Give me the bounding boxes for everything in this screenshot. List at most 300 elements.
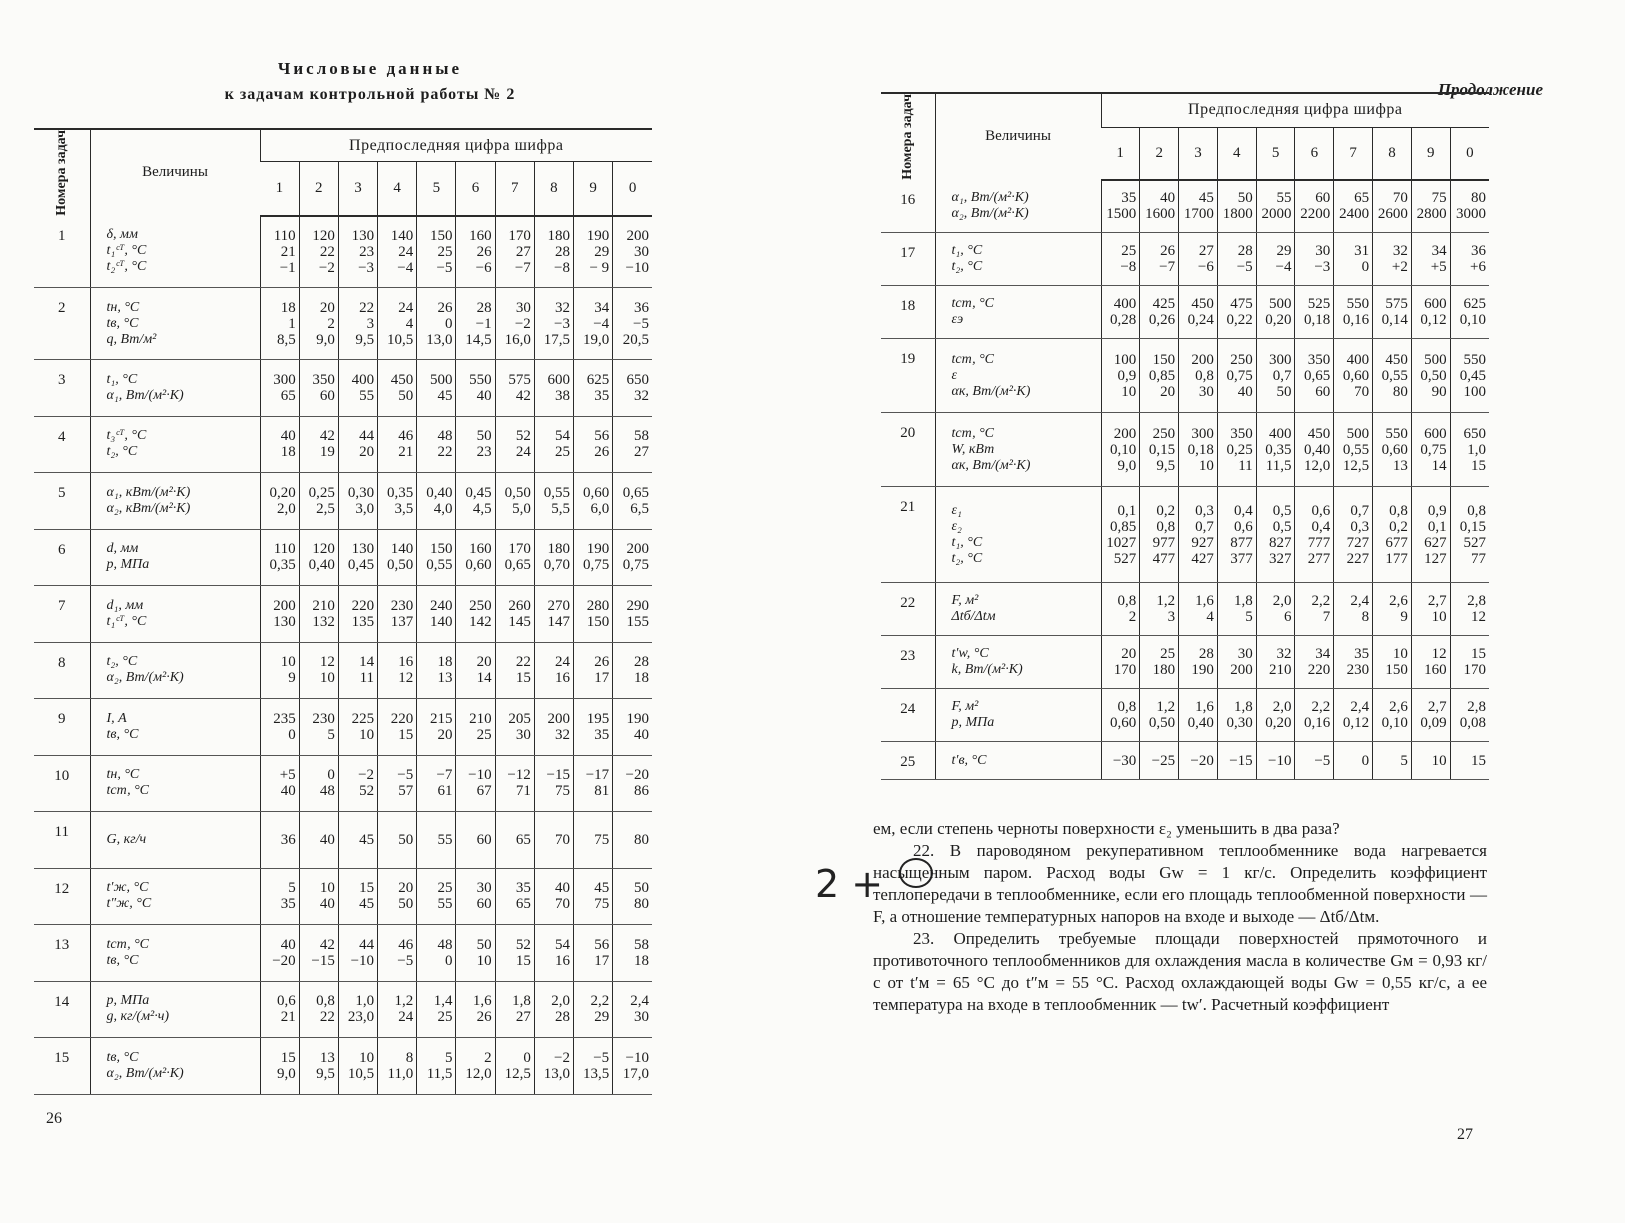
value-cell [378, 416, 417, 473]
value: 40 [1160, 190, 1176, 207]
table-row [34, 1038, 652, 1095]
value-cell [1411, 636, 1450, 689]
value: 4 [405, 315, 414, 332]
value: 1 [288, 315, 296, 332]
value-cell [1217, 339, 1256, 413]
value: 0,18 [1187, 441, 1214, 458]
value: −3 [554, 315, 570, 332]
table-row [34, 925, 652, 982]
value: −10 [350, 952, 375, 969]
value: 0,75 [1420, 441, 1447, 458]
value: −2 [514, 315, 531, 332]
value: 42 [515, 387, 531, 404]
value: 45 [1198, 190, 1214, 207]
value-cell [613, 473, 652, 530]
value: 17,0 [622, 1065, 649, 1082]
value: 13,0 [426, 331, 453, 348]
value-cell [299, 529, 338, 586]
value: 0,75 [622, 557, 649, 574]
task-numbers-header-label: Номера задач [53, 130, 69, 216]
value: 71 [515, 783, 531, 800]
digit-col-header: 5 [1256, 127, 1295, 179]
value: 20 [1160, 383, 1176, 400]
value-cell [1450, 583, 1489, 636]
value: 220 [1307, 662, 1331, 679]
value-cell [574, 529, 613, 586]
value-cell [417, 586, 456, 643]
value-cell [299, 216, 338, 288]
value: 65 [280, 387, 296, 404]
task-number: 7 [34, 586, 90, 643]
quantity-label: α₁, кВт/(м²·К) [106, 484, 191, 500]
quantity-label: W, кВт [951, 441, 995, 457]
value-cell [417, 1038, 456, 1095]
value: 20 [476, 654, 492, 671]
value-cell [1101, 689, 1140, 742]
value-cell [1256, 742, 1295, 780]
value: 100 [1113, 351, 1137, 368]
value: 0,15 [1148, 441, 1176, 458]
value-cell [417, 529, 456, 586]
value: 57 [398, 783, 414, 800]
quantity-cell [935, 286, 1101, 339]
quantity-label: t₁ᶜᵀ, °C [106, 613, 147, 629]
value: 40 [280, 428, 296, 445]
value: 65 [515, 831, 531, 848]
quantity-cell [90, 868, 260, 925]
value: −4 [1275, 259, 1292, 276]
value-cell [417, 699, 456, 756]
value-cell [260, 586, 299, 643]
value-cell [1373, 286, 1412, 339]
value-cell [1256, 689, 1295, 742]
value: 727 [1346, 534, 1370, 551]
value-cell [1295, 413, 1334, 487]
value: 10 [359, 726, 375, 743]
value-cell [1373, 339, 1412, 413]
numeric-data-table-right [881, 92, 1489, 780]
value: 28 [1237, 243, 1253, 260]
value: 200 [547, 710, 570, 727]
value: 210 [312, 597, 335, 614]
value: 2,4 [1350, 593, 1370, 610]
value: 130 [273, 613, 296, 630]
value-cell [417, 755, 456, 812]
value: −15 [311, 952, 335, 969]
value: 2 [1128, 609, 1137, 626]
value: −3 [358, 259, 375, 276]
value: 2,7 [1427, 699, 1447, 716]
value-cell [260, 642, 299, 699]
quantity-label: t₂, °C [106, 444, 138, 460]
value: 625 [1463, 296, 1486, 313]
value-cell [534, 586, 573, 643]
digit-col-header: 5 [417, 162, 456, 216]
table-row [34, 699, 652, 756]
value: 25 [437, 243, 453, 260]
table-body-left [34, 216, 652, 1095]
value: 500 [1424, 351, 1447, 368]
quantity-label: F, м² [951, 699, 979, 715]
value: 235 [273, 710, 296, 727]
value-cell [299, 981, 338, 1038]
value: 1,0 [1467, 441, 1486, 458]
value: 0,40 [1304, 441, 1331, 458]
value: 550 [1346, 296, 1370, 313]
value-cell [574, 586, 613, 643]
value-cell [1101, 636, 1140, 689]
value-cell [1411, 487, 1450, 583]
value: 20 [398, 880, 414, 897]
value-cell [613, 1038, 652, 1095]
value: 55 [437, 896, 453, 913]
value-cell [574, 642, 613, 699]
value: 142 [469, 613, 492, 630]
value: 0,55 [1381, 367, 1408, 384]
value-cell [456, 981, 495, 1038]
value-cell [456, 473, 495, 530]
value: 14,5 [465, 331, 492, 348]
table-row [34, 529, 652, 586]
task-numbers-header [34, 129, 90, 216]
value: 46 [398, 428, 414, 445]
value: 5 [444, 1049, 453, 1066]
value: 32 [1276, 646, 1292, 663]
value: 12 [319, 654, 335, 671]
value-cell [378, 288, 417, 360]
quantity-label: ε₁ [951, 502, 962, 518]
quantity-label: α₁, Вт/(м²·К) [951, 189, 1029, 205]
value-cell [574, 699, 613, 756]
value: 30 [515, 299, 531, 316]
quantity-cell [90, 642, 260, 699]
value-cell [495, 416, 534, 473]
quantity-cell [935, 233, 1101, 286]
value-cell [456, 416, 495, 473]
value: 150 [429, 541, 453, 558]
value: 50 [476, 936, 492, 953]
value-cell [1334, 286, 1373, 339]
value: 65 [515, 896, 531, 913]
value: 277 [1307, 550, 1331, 567]
value-cell [378, 868, 417, 925]
quantity-label: αк, Вт/(м²·К) [951, 457, 1031, 473]
value-cell [1373, 636, 1412, 689]
task-number: 16 [881, 180, 935, 233]
value-cell [299, 473, 338, 530]
value: 10 [280, 654, 296, 671]
value: 0 [288, 726, 296, 743]
value: 0,70 [543, 557, 570, 574]
value: 25 [1160, 646, 1176, 663]
value: 350 [1230, 425, 1253, 442]
value: 24 [398, 243, 414, 260]
value-cell [299, 1038, 338, 1095]
value: 40 [319, 831, 335, 848]
value: 19 [319, 444, 335, 461]
value: 17,5 [543, 331, 570, 348]
task-number: 4 [34, 416, 90, 473]
quantity-label: t″ж, °C [106, 896, 152, 912]
value: 0,35 [269, 557, 296, 574]
quantity-label: α₁, Вт/(м²·К) [106, 387, 184, 403]
value: 0,85 [1110, 518, 1137, 535]
quantity-cell [90, 360, 260, 417]
value-cell [260, 216, 299, 288]
value: 30 [634, 1009, 649, 1026]
value-cell [1217, 583, 1256, 636]
value: 8 [405, 1049, 414, 1066]
value: 54 [555, 428, 570, 445]
value: 23 [476, 444, 492, 461]
value-cell [574, 812, 613, 869]
value: 120 [312, 227, 335, 244]
value: 190 [1191, 662, 1214, 679]
value: 0,16 [1342, 312, 1370, 329]
table-row [34, 981, 652, 1038]
value: 28 [555, 1009, 570, 1026]
value-cell [456, 1038, 495, 1095]
value: −7 [1159, 259, 1176, 276]
value: 20,5 [622, 331, 649, 348]
value: 28 [634, 654, 649, 671]
value: 42 [319, 428, 335, 445]
value-cell [495, 981, 534, 1038]
task-number: 1 [34, 216, 90, 288]
value: 0,8 [316, 993, 335, 1010]
value-cell [495, 288, 534, 360]
value: −15 [1229, 752, 1253, 769]
value: 220 [390, 710, 414, 727]
value: 70 [1354, 383, 1370, 400]
value: 205 [508, 710, 531, 727]
value-cell [378, 216, 417, 288]
value: 0,4 [1233, 502, 1253, 519]
value: 13,0 [543, 1065, 570, 1082]
value-cell [1295, 742, 1334, 780]
value: 18 [280, 299, 296, 316]
task-number: 5 [34, 473, 90, 530]
value: 22 [319, 1009, 335, 1026]
value: 75 [555, 783, 570, 800]
value: 80 [634, 896, 649, 913]
value: 550 [469, 371, 492, 388]
value-cell [260, 288, 299, 360]
value: −7 [436, 767, 453, 784]
value: 65 [1354, 190, 1370, 207]
value: 2,0 [276, 500, 296, 517]
value-cell [1334, 413, 1373, 487]
task-number: 12 [34, 868, 90, 925]
value: 31 [1354, 243, 1370, 260]
value-cell [299, 868, 338, 925]
value: 10,5 [387, 331, 414, 348]
value: 0,22 [1226, 312, 1253, 329]
value: 10 [319, 880, 335, 897]
value: 25 [1121, 243, 1137, 260]
quantity-label: εэ [951, 312, 964, 328]
value-cell [1217, 180, 1256, 233]
value: 4,0 [433, 500, 453, 517]
quantity-label: Δtб/Δtм [951, 609, 996, 625]
quantity-label: t₂, °C [106, 654, 138, 670]
quantity-cell [90, 981, 260, 1038]
value-cell [456, 925, 495, 982]
value-cell [1256, 339, 1295, 413]
value: 35 [1121, 190, 1137, 207]
value: 40 [634, 726, 649, 743]
value: −2 [318, 259, 335, 276]
value: 2400 [1339, 206, 1370, 223]
quantity-label: d₁, мм [106, 597, 144, 613]
value-cell [495, 925, 534, 982]
value: 132 [312, 613, 335, 630]
value-cell [260, 416, 299, 473]
value-cell [1334, 233, 1373, 286]
value: 1,8 [1233, 699, 1253, 716]
value-cell [574, 868, 613, 925]
value: 1,4 [433, 993, 453, 1010]
value: 5 [1245, 609, 1253, 626]
value: − 9 [589, 259, 610, 276]
value: 9,5 [316, 1065, 335, 1082]
quantity-label: tст, °C [106, 783, 149, 799]
value: 35 [594, 726, 610, 743]
value: 9,0 [316, 331, 335, 348]
table-row [34, 216, 652, 288]
value: 24 [398, 299, 414, 316]
value: 0,55 [426, 557, 453, 574]
value: 18 [634, 670, 649, 687]
value-cell [1256, 413, 1295, 487]
value-cell [299, 288, 338, 360]
value: 0,50 [387, 557, 414, 574]
digit-col-header: 6 [456, 162, 495, 216]
value: 52 [515, 428, 531, 445]
value: 22 [437, 444, 453, 461]
title-line-2: к задачам контрольной работы № 2 [224, 86, 516, 103]
value: 0,7 [1350, 502, 1370, 519]
table-row [34, 868, 652, 925]
value: 75 [594, 831, 610, 848]
value-cell [1334, 180, 1373, 233]
value: 0,8 [1117, 699, 1137, 716]
value: 9,0 [1117, 457, 1137, 474]
value-cell [417, 416, 456, 473]
quantity-cell [935, 487, 1101, 583]
value-cell [613, 216, 652, 288]
value: 150 [429, 227, 453, 244]
value-cell [613, 586, 652, 643]
value: 55 [359, 387, 375, 404]
value: 5 [327, 726, 335, 743]
value: 0,9 [1427, 502, 1447, 519]
value-cell [1373, 742, 1412, 780]
value-cell [534, 473, 573, 530]
value: 200 [1230, 662, 1253, 679]
quantity-cell [90, 812, 260, 869]
value-cell [1411, 742, 1450, 780]
value-cell [613, 529, 652, 586]
value: 0,45 [465, 484, 492, 501]
value-cell [1411, 286, 1450, 339]
value-cell [1411, 689, 1450, 742]
quantity-cell [935, 339, 1101, 413]
value-cell [1295, 583, 1334, 636]
value: 13 [319, 1049, 335, 1066]
value: 1,2 [1156, 593, 1176, 610]
value: 0 [444, 315, 453, 332]
value: 50 [398, 831, 414, 848]
task-number: 22 [881, 583, 935, 636]
value-cell [1217, 689, 1256, 742]
task-number: 14 [34, 981, 90, 1038]
continuation-label: Продолжение [1437, 80, 1543, 99]
value: 48 [437, 428, 453, 445]
value: 377 [1230, 550, 1253, 567]
value: 1,2 [394, 993, 414, 1010]
value: 450 [390, 371, 414, 388]
value-cell [1411, 233, 1450, 286]
value: 26 [476, 1009, 492, 1026]
value: 400 [1346, 351, 1370, 368]
value: 60 [1315, 190, 1331, 207]
value: 0,45 [1459, 367, 1486, 384]
value: 27 [515, 1009, 531, 1026]
value: 3,5 [394, 500, 414, 517]
value: 30 [476, 880, 492, 897]
value: 15 [359, 880, 375, 897]
value: 7 [1322, 609, 1331, 626]
quantity-cell [935, 742, 1101, 780]
value: 16,0 [504, 331, 531, 348]
value: −20 [272, 952, 296, 969]
quantity-label: t₃ᶜᵀ, °C [106, 428, 147, 444]
value-cell [1295, 233, 1334, 286]
value: 1,8 [1233, 593, 1253, 610]
value-cell [1334, 636, 1373, 689]
value: 0,12 [1342, 715, 1370, 732]
handwritten-mark: 2 + [815, 862, 884, 906]
value-cell [495, 642, 534, 699]
quantity-cell [935, 636, 1101, 689]
quantity-cell [90, 755, 260, 812]
value: 12 [398, 670, 414, 687]
value-cell [417, 216, 456, 288]
value: 2,0 [1272, 699, 1292, 716]
value: 35 [594, 387, 610, 404]
value: 12,0 [465, 1065, 492, 1082]
page-number-left: 26 [46, 1110, 62, 1127]
task-number: 17 [881, 233, 935, 286]
value-cell [299, 360, 338, 417]
value-cell [417, 812, 456, 869]
value: 3000 [1456, 206, 1486, 223]
value: 550 [1463, 351, 1486, 368]
value: 0,16 [1304, 715, 1331, 732]
table-row [881, 689, 1489, 742]
value: 5 [288, 880, 296, 897]
value: −4 [397, 259, 414, 276]
task-number: 19 [881, 339, 935, 413]
value: 575 [508, 371, 531, 388]
value-cell [1217, 413, 1256, 487]
value: 11 [1238, 457, 1253, 474]
value: 0,24 [1187, 312, 1214, 329]
value: 250 [469, 597, 492, 614]
value: 1600 [1145, 206, 1176, 223]
value: 30 [1237, 646, 1253, 663]
